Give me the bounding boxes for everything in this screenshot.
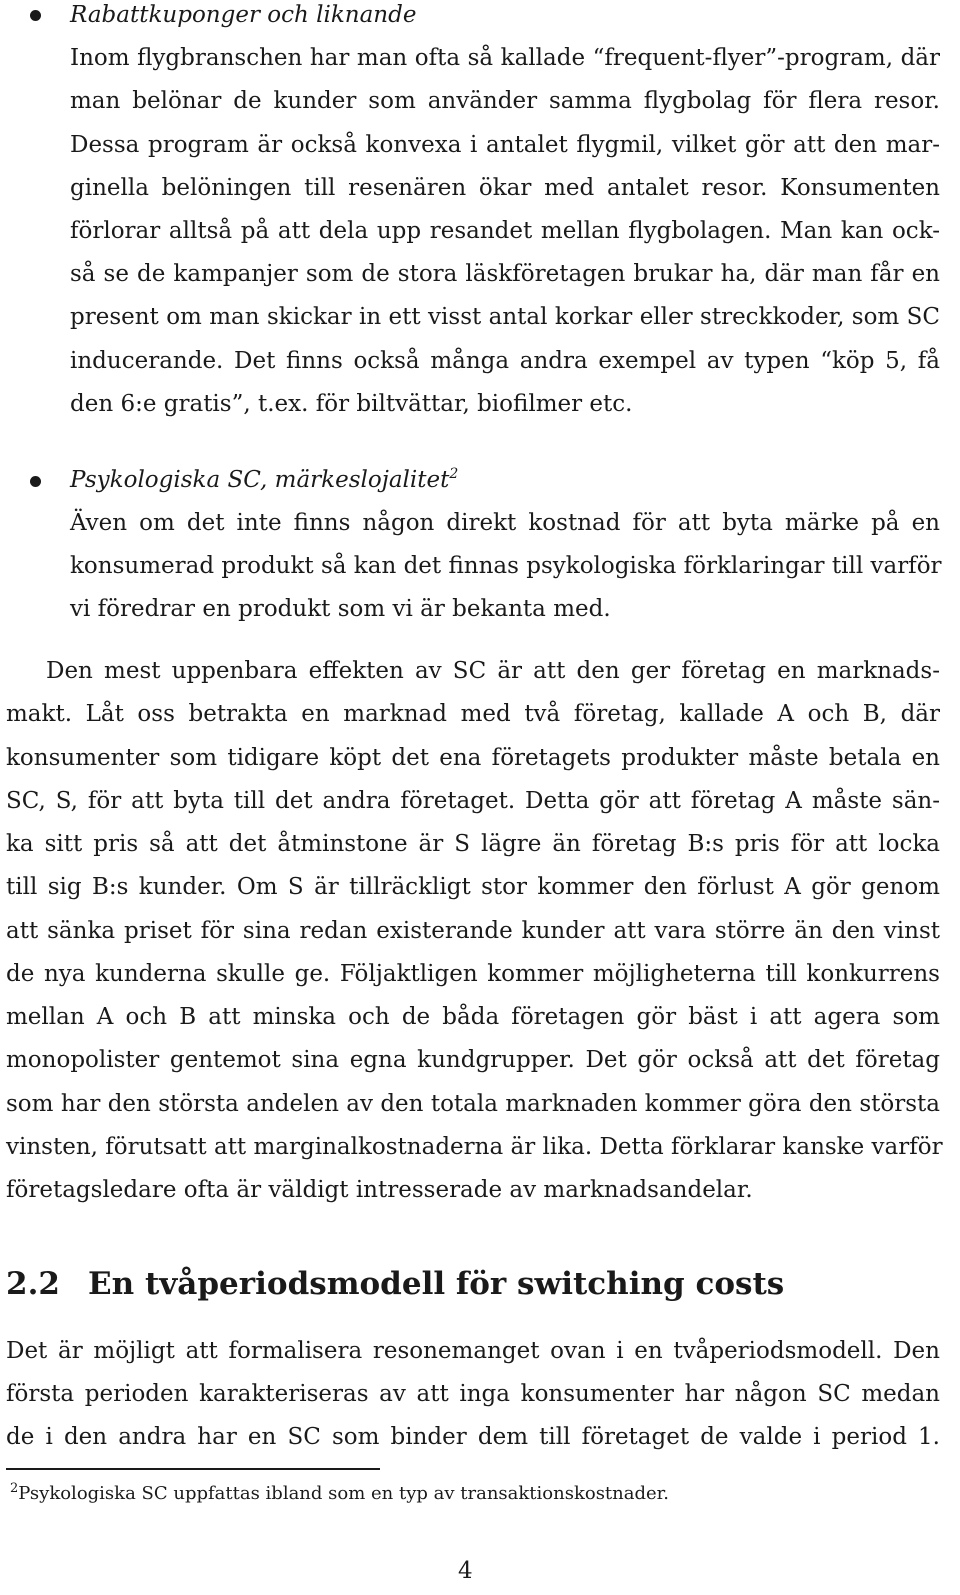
text-line: konsumenter som tidigare köpt det ena företagets produkter måste betala en xyxy=(6,745,940,771)
text-line: de nya kunderna skulle ge. Följaktligen kommer möjligheterna till konkurrens xyxy=(6,961,940,987)
text-line: SC, S, för att byta till det andra företaget. Detta gör att företag A måste sän- xyxy=(6,788,940,814)
footnote-mark: 2 xyxy=(10,1481,19,1496)
bullet-title-text: Psykologiska SC, märkeslojalitet xyxy=(70,467,450,493)
text-line: att sänka priset för sina redan existerande kunder att vara större än den vinst xyxy=(6,918,940,944)
text-line: mellan A och B att minska och de båda företagen gör bäst i att agera som xyxy=(6,1004,940,1030)
text-line: den 6:e gratis”, t.ex. för biltvättar, biofilmer etc. xyxy=(70,391,633,417)
text-line: man belönar de kunder som använder samma flygbolag för flera resor. xyxy=(70,88,940,114)
bullet-icon xyxy=(30,476,41,487)
footnote-rule xyxy=(6,1468,380,1470)
text-line: vinsten, förutsatt att marginalkostnaderna är lika. Detta förklarar kanske varför xyxy=(6,1134,943,1160)
text-line: ginella belöningen till resenären ökar med antalet resor. Konsumenten xyxy=(70,175,940,201)
footnote-text: Psykologiska SC uppfattas ibland som en typ av transaktionskostnader. xyxy=(18,1483,670,1504)
text-line: första perioden karakteriseras av att inga konsumenter har någon SC medan xyxy=(6,1381,940,1407)
bullet-title xyxy=(70,465,458,495)
section-title: En tvåperiodsmodell för switching costs xyxy=(88,1266,785,1302)
bullet-title: Rabattkuponger och liknande xyxy=(70,2,417,28)
text-line: Den mest uppenbara effekten av SC är att den ger företag en marknads- xyxy=(46,658,940,684)
text-line: Det är möjligt att formalisera resonemanget ovan i en tvåperiodsmodell. Den xyxy=(6,1338,940,1364)
text-line: inducerande. Det finns också många andra exempel av typen “köp 5, få xyxy=(70,348,940,374)
text-line: konsumerad produkt så kan det finnas psykologiska förklaringar till varför xyxy=(70,553,942,579)
text-line: vi föredrar en produkt som vi är bekanta med. xyxy=(70,596,611,622)
footnote xyxy=(10,1476,669,1507)
bullet-icon xyxy=(30,10,41,21)
text-line: Även om det inte finns någon direkt kostnad för att byta märke på en xyxy=(70,510,940,536)
text-line: de i den andra har en SC som binder dem till företaget de valde i period 1. xyxy=(6,1424,940,1450)
text-line: som har den största andelen av den totala marknaden kommer göra den största xyxy=(6,1091,940,1117)
text-line: så se de kampanjer som de stora läskföretagen brukar ha, där man får en xyxy=(70,261,940,287)
text-line: Inom flygbranschen har man ofta så kallade “frequent-flyer”-program, där xyxy=(70,45,940,71)
section-number: 2.2 xyxy=(6,1266,60,1302)
text-line: present om man skickar in ett visst antal korkar eller streckkoder, som SC xyxy=(70,304,940,330)
text-line: monopolister gentemot sina egna kundgrupper. Det gör också att det företag xyxy=(6,1047,940,1073)
text-line: makt. Låt oss betrakta en marknad med två företag, kallade A och B, där xyxy=(6,701,940,727)
text-line: ka sitt pris så att det åtminstone är S lägre än företag B:s pris för att locka xyxy=(6,831,940,857)
page-number: 4 xyxy=(458,1558,473,1584)
text-line: Dessa program är också konvexa i antalet flygmil, vilket gör att den mar- xyxy=(70,132,940,158)
text-line: förlorar alltså på att dela upp resandet mellan flygbolagen. Man kan ock- xyxy=(70,218,940,244)
text-line: företagsledare ofta är väldigt intresserade av marknadsandelar. xyxy=(6,1177,753,1203)
text-line: till sig B:s kunder. Om S är tillräckligt stor kommer den förlust A gör genom xyxy=(6,874,940,900)
footnote-ref: 2 xyxy=(449,466,459,482)
